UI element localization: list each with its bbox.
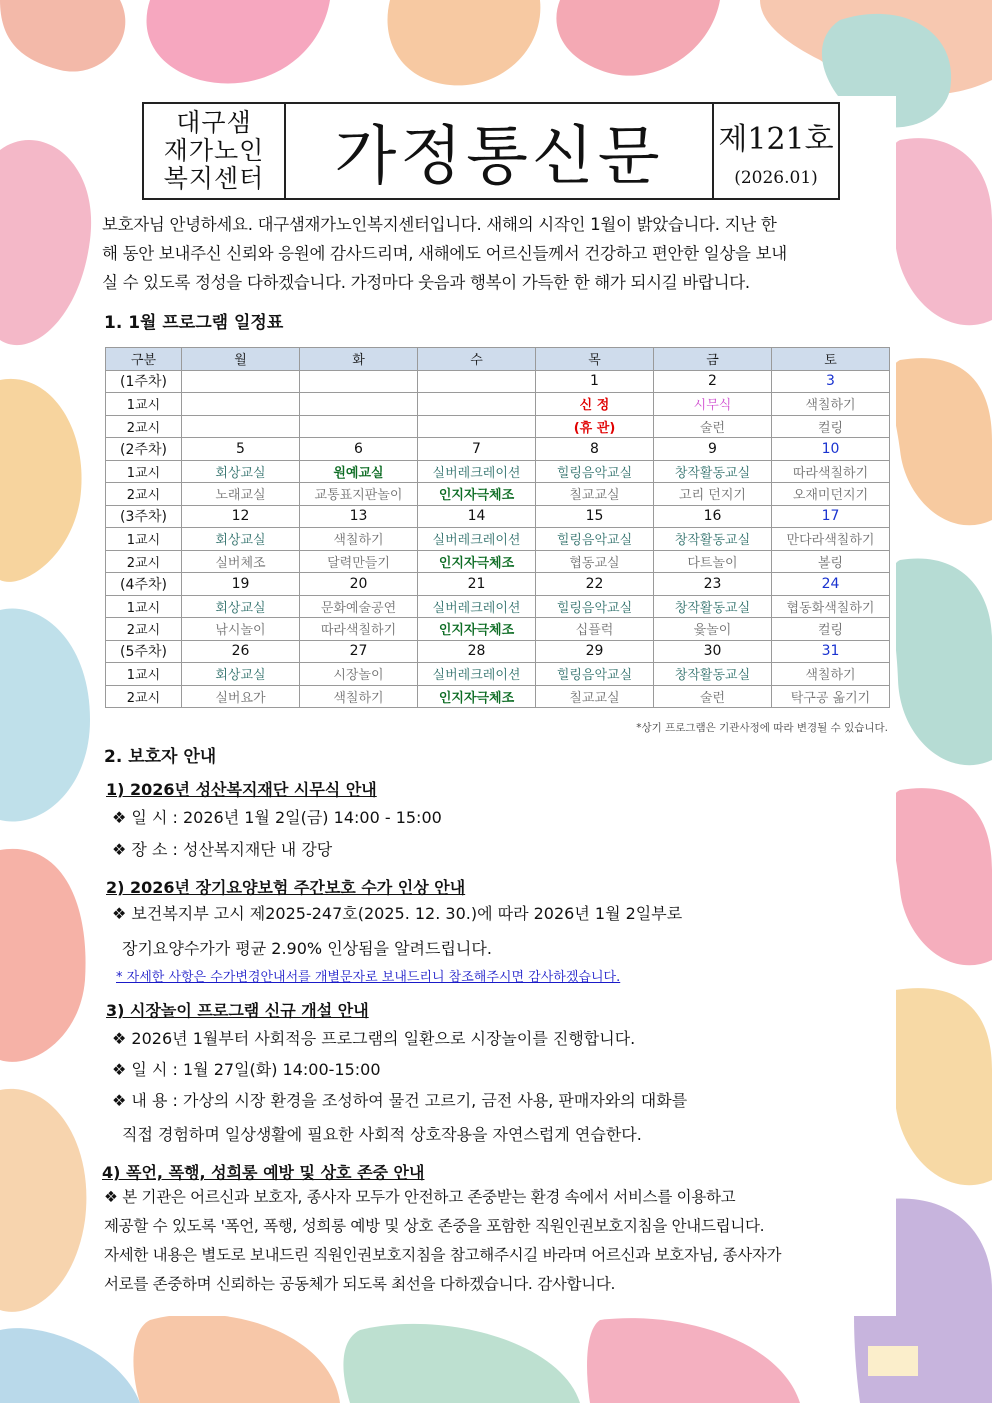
date-cell-saturday: 10 bbox=[772, 438, 890, 461]
event-cell: 시무식 bbox=[654, 393, 772, 416]
program-cell: 회상교실 bbox=[182, 663, 300, 686]
notice-3-line: ❖ 2026년 1월부터 사회적응 프로그램의 일환으로 시장놀이를 진행합니다. bbox=[112, 1029, 636, 1048]
program-cell: 창작활동교실 bbox=[654, 528, 772, 551]
notice-1-title: 1) 2026년 성산복지재단 시무식 안내 bbox=[106, 780, 377, 799]
program-cell bbox=[182, 415, 300, 438]
org-name-line: 재가노인 bbox=[163, 136, 265, 165]
notice-4-line: 자세한 내용은 별도로 보내드린 직원인권보호지침을 참고해주시길 바라며 어르신과 보호자님, 종사자가 bbox=[104, 1246, 782, 1264]
program-cell: 십플럭 bbox=[536, 618, 654, 641]
date-cell: 12 bbox=[182, 505, 300, 528]
program-cell: 교통표지판놀이 bbox=[300, 483, 418, 506]
table-row-week-5-dates bbox=[106, 640, 890, 663]
table-row-week-3-period-2 bbox=[106, 550, 890, 573]
date-cell-saturday: 17 bbox=[772, 505, 890, 528]
program-cell: 탁구공 옮기기 bbox=[772, 685, 890, 708]
program-cell: 오재미던지기 bbox=[772, 483, 890, 506]
date-cell: 5 bbox=[182, 438, 300, 461]
program-cell: 실버레크레이션 bbox=[418, 528, 536, 551]
notice-4-paragraph bbox=[104, 1183, 894, 1299]
section-title-guardian-notice: 2. 보호자 안내 bbox=[104, 747, 217, 767]
table-row-week-1-period-1 bbox=[106, 393, 890, 416]
period-label: 2교시 bbox=[106, 685, 182, 708]
column-header: 구분 bbox=[106, 348, 182, 371]
program-cell: 따라색칠하기 bbox=[772, 460, 890, 483]
table-row-week-3-period-1 bbox=[106, 528, 890, 551]
notice-2-line: ❖ 보건복지부 고시 제2025-247호(2025. 12. 30.)에 따라 2026년 1월 2일부로 bbox=[112, 904, 683, 923]
schedule-note: *상기 프로그램은 기관사정에 따라 변경될 수 있습니다. bbox=[636, 722, 888, 734]
notice-2-title: 2) 2026년 장기요양보험 주간보호 수가 인상 안내 bbox=[106, 878, 466, 897]
program-cell: 만다라색칠하기 bbox=[772, 528, 890, 551]
table-row-week-1-period-2 bbox=[106, 415, 890, 438]
date-cell: 22 bbox=[536, 573, 654, 596]
org-name-line: 복지센터 bbox=[163, 164, 265, 193]
date-cell: 14 bbox=[418, 505, 536, 528]
period-label: 1교시 bbox=[106, 393, 182, 416]
program-cell: 힐링음악교실 bbox=[536, 460, 654, 483]
program-cell: 고리 던지기 bbox=[654, 483, 772, 506]
program-cell: 회상교실 bbox=[182, 595, 300, 618]
newsletter-header bbox=[142, 102, 840, 200]
period-label: 1교시 bbox=[106, 460, 182, 483]
program-cell: 볼링 bbox=[772, 550, 890, 573]
notice-4-line: 서로를 존중하며 신뢰하는 공동체가 되도록 최선을 다하겠습니다. 감사합니다. bbox=[104, 1275, 616, 1293]
program-cell bbox=[300, 393, 418, 416]
table-row-week-5-period-1 bbox=[106, 663, 890, 686]
program-cell bbox=[182, 393, 300, 416]
newsletter-page bbox=[96, 96, 896, 1316]
holiday-cell: 신 정 bbox=[536, 393, 654, 416]
period-label: 1교시 bbox=[106, 595, 182, 618]
date-cell: 6 bbox=[300, 438, 418, 461]
holiday-cell: (휴 관) bbox=[536, 415, 654, 438]
notice-1-line: ❖ 장 소 : 성산복지재단 내 강당 bbox=[112, 840, 333, 859]
program-cell: 컬링 bbox=[772, 415, 890, 438]
week-label: (3주차) bbox=[106, 505, 182, 528]
table-row-week-2-period-1 bbox=[106, 460, 890, 483]
date-cell bbox=[418, 370, 536, 393]
section-title-schedule: 1. 1월 프로그램 일정표 bbox=[104, 313, 284, 333]
column-header: 월 bbox=[182, 348, 300, 371]
program-cell: 달력만들기 bbox=[300, 550, 418, 573]
page-corner-tab bbox=[868, 1346, 918, 1376]
date-cell: 15 bbox=[536, 505, 654, 528]
period-label: 2교시 bbox=[106, 550, 182, 573]
intro-line: 해 동안 보내주신 신뢰와 응원에 감사드리며, 새해에도 어르신들께서 건강하고 편안한 일상을 보내 bbox=[102, 244, 787, 263]
program-cell: 창작활동교실 bbox=[654, 595, 772, 618]
column-header: 수 bbox=[418, 348, 536, 371]
program-cell: 노래교실 bbox=[182, 483, 300, 506]
program-cell: 실버레크레이션 bbox=[418, 663, 536, 686]
table-row-week-2-dates bbox=[106, 438, 890, 461]
program-cell: 색칠하기 bbox=[300, 528, 418, 551]
program-cell: 실버레크레이션 bbox=[418, 595, 536, 618]
program-cell: 실버레크레이션 bbox=[418, 460, 536, 483]
week-label: (4주차) bbox=[106, 573, 182, 596]
program-cell: 실버체조 bbox=[182, 550, 300, 573]
program-cell: 인지자극체조 bbox=[418, 685, 536, 708]
week-label: (1주차) bbox=[106, 370, 182, 393]
program-cell bbox=[418, 415, 536, 438]
program-cell: 협동화색칠하기 bbox=[772, 595, 890, 618]
table-row-week-4-period-1 bbox=[106, 595, 890, 618]
date-cell: 28 bbox=[418, 640, 536, 663]
date-cell: 7 bbox=[418, 438, 536, 461]
date-cell: 23 bbox=[654, 573, 772, 596]
issue-box bbox=[712, 104, 838, 198]
program-cell: 협동교실 bbox=[536, 550, 654, 573]
date-cell: 9 bbox=[654, 438, 772, 461]
program-cell: 실버요가 bbox=[182, 685, 300, 708]
program-cell: 인지자극체조 bbox=[418, 550, 536, 573]
week-label: (2주차) bbox=[106, 438, 182, 461]
date-cell: 13 bbox=[300, 505, 418, 528]
page-title: 가정통신문 bbox=[334, 120, 664, 194]
date-cell: 21 bbox=[418, 573, 536, 596]
date-cell: 19 bbox=[182, 573, 300, 596]
notice-3-line: ❖ 내 용 : 가상의 시장 환경을 조성하여 물건 고르기, 금전 사용, 판매자와의 대화를 bbox=[112, 1091, 688, 1110]
date-cell-saturday: 24 bbox=[772, 573, 890, 596]
column-header: 목 bbox=[536, 348, 654, 371]
date-cell: 29 bbox=[536, 640, 654, 663]
program-cell: 시장놀이 bbox=[300, 663, 418, 686]
date-cell: 2 bbox=[654, 370, 772, 393]
program-cell: 술런 bbox=[654, 415, 772, 438]
program-cell: 회상교실 bbox=[182, 528, 300, 551]
table-row-week-4-period-2 bbox=[106, 618, 890, 641]
period-label: 1교시 bbox=[106, 528, 182, 551]
period-label: 2교시 bbox=[106, 415, 182, 438]
program-cell: 낚시놀이 bbox=[182, 618, 300, 641]
program-cell: 문화예술공연 bbox=[300, 595, 418, 618]
program-cell: 힐링음악교실 bbox=[536, 595, 654, 618]
period-label: 2교시 bbox=[106, 483, 182, 506]
program-cell: 원예교실 bbox=[300, 460, 418, 483]
notice-3-title: 3) 시장놀이 프로그램 신규 개설 안내 bbox=[106, 1001, 369, 1020]
org-name-box bbox=[144, 104, 286, 198]
table-row-week-2-period-2 bbox=[106, 483, 890, 506]
table-header-row bbox=[106, 348, 890, 371]
program-cell: 칠교교실 bbox=[536, 483, 654, 506]
table-row-week-3-dates bbox=[106, 505, 890, 528]
date-cell: 30 bbox=[654, 640, 772, 663]
week-label: (5주차) bbox=[106, 640, 182, 663]
program-cell bbox=[418, 393, 536, 416]
program-cell: 컬링 bbox=[772, 618, 890, 641]
date-cell-saturday: 3 bbox=[772, 370, 890, 393]
issue-date: (2026.01) bbox=[734, 168, 818, 188]
period-label: 2교시 bbox=[106, 618, 182, 641]
program-cell: 다트놀이 bbox=[654, 550, 772, 573]
program-cell: 힐링음악교실 bbox=[536, 528, 654, 551]
org-name-line: 대구샘 bbox=[176, 108, 252, 137]
issue-number: 제121호 bbox=[718, 122, 834, 157]
notice-1-line: ❖ 일 시 : 2026년 1월 2일(금) 14:00 - 15:00 bbox=[112, 808, 442, 827]
notice-3-line: ❖ 일 시 : 1월 27일(화) 14:00-15:00 bbox=[112, 1060, 381, 1079]
table-row-week-5-period-2 bbox=[106, 685, 890, 708]
program-cell: 인지자극체조 bbox=[418, 618, 536, 641]
date-cell-saturday: 31 bbox=[772, 640, 890, 663]
program-cell: 회상교실 bbox=[182, 460, 300, 483]
notice-4-line: ❖ 본 기관은 어르신과 보호자, 종사자 모두가 안전하고 존중받는 환경 속에서 서비스를 이용하고 bbox=[104, 1188, 736, 1206]
intro-paragraph bbox=[102, 210, 894, 297]
notice-4-title: 4) 폭언, 폭행, 성희롱 예방 및 상호 존중 안내 bbox=[102, 1163, 425, 1182]
date-cell bbox=[300, 370, 418, 393]
program-cell: 색칠하기 bbox=[300, 685, 418, 708]
program-cell: 인지자극체조 bbox=[418, 483, 536, 506]
program-cell: 창작활동교실 bbox=[654, 663, 772, 686]
date-cell: 27 bbox=[300, 640, 418, 663]
period-label: 1교시 bbox=[106, 663, 182, 686]
date-cell: 16 bbox=[654, 505, 772, 528]
date-cell: 26 bbox=[182, 640, 300, 663]
program-cell: 술런 bbox=[654, 685, 772, 708]
program-cell: 윷놀이 bbox=[654, 618, 772, 641]
program-cell: 칠교교실 bbox=[536, 685, 654, 708]
program-schedule-table bbox=[105, 347, 890, 708]
date-cell bbox=[182, 370, 300, 393]
notice-2-note: * 자세한 사항은 수가변경안내서를 개별문자로 보내드리니 참조해주시면 감사하겠습니다. bbox=[116, 970, 621, 985]
table-row-week-1-dates bbox=[106, 370, 890, 393]
program-cell: 색칠하기 bbox=[772, 663, 890, 686]
date-cell: 1 bbox=[536, 370, 654, 393]
table-row-week-4-dates bbox=[106, 573, 890, 596]
notice-4-line: 제공할 수 있도록 '폭언, 폭행, 성희롱 예방 및 상호 존중을 포함한 직원인권보호지침을 안내드립니다. bbox=[104, 1217, 765, 1235]
program-cell: 힐링음악교실 bbox=[536, 663, 654, 686]
program-cell bbox=[300, 415, 418, 438]
column-header: 화 bbox=[300, 348, 418, 371]
intro-line: 보호자님 안녕하세요. 대구샘재가노인복지센터입니다. 새해의 시작인 1월이 밝았습니다. 지난 한 bbox=[102, 215, 777, 234]
program-cell: 색칠하기 bbox=[772, 393, 890, 416]
column-header: 토 bbox=[772, 348, 890, 371]
program-cell: 창작활동교실 bbox=[654, 460, 772, 483]
notice-2-line: 장기요양수가가 평균 2.90% 인상됨을 알려드립니다. bbox=[122, 939, 492, 958]
column-header: 금 bbox=[654, 348, 772, 371]
intro-line: 실 수 있도록 정성을 다하겠습니다. 가정마다 웃음과 행복이 가득한 한 해가 되시길 바랍니다. bbox=[102, 273, 750, 292]
notice-3-line: 직접 경험하며 일상생활에 필요한 사회적 상호작용을 자연스럽게 연습한다. bbox=[122, 1125, 642, 1144]
date-cell: 8 bbox=[536, 438, 654, 461]
date-cell: 20 bbox=[300, 573, 418, 596]
program-cell: 따라색칠하기 bbox=[300, 618, 418, 641]
